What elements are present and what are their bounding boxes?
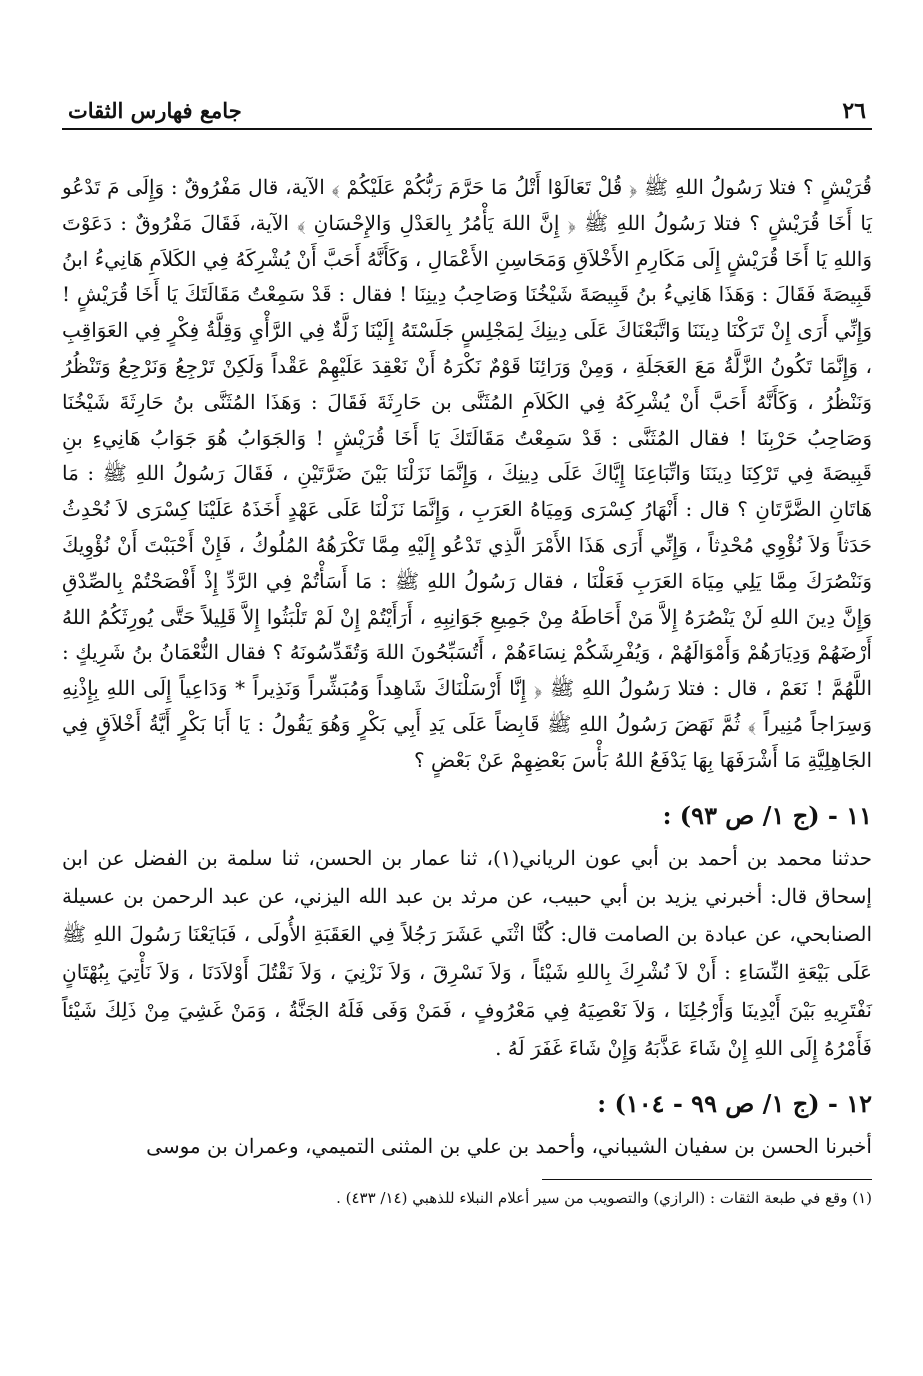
footnote: (١) وقع في طبعة الثقات : (الرازي) والتصويب من سير أعلام النبلاء للذهبي (١٤/ ٤٣٣) . — [336, 1188, 872, 1207]
footnote-separator — [542, 1179, 872, 1180]
page-body — [62, 170, 872, 1210]
section-text-11: حدثنا محمد بن أحمد بن أبي عون الرياني(١)، ثنا عمار بن الحسن، ثنا سلمة بن الفضل عن ابن إسحاق قال: أخبرني يزيد بن أبي حبيب، عن مرثد بن عبد الله اليزني، عن عبد الرحمن بن عسيلة الصنابحي، عن عبادة بن الصامت قال: كُنَّا اثْنَي عَشَرَ رَجُلاً فِي العَقَبَةِ الأُولَى ، فَبَايَعْنَا رَسُولَ اللهِ ﷺ عَلَى بَيْعَةِ النِّسَاءِ : أَنْ لاَ نُشْرِكَ بِاللهِ شَيْئاً ، وَلاَ نَسْرِقَ ، وَلاَ نَزْنِيَ ، وَلاَ نَقْتُلَ أَوْلاَدَنَا ، وَلاَ نَأْتِيَ بِبُهْتَانٍ نَفْتَرِيهِ بَيْنَ أَيْدِينَا وَأَرْجُلِنَا ، وَلاَ نَعْصِيَهُ فِي مَعْرُوفٍ ، فَمَنْ وَفَى فَلَهُ الجَنَّةُ ، وَمَنْ غَشِيَ مِنْ ذَلِكَ شَيْئاً فَأَمْرُهُ إِلَى اللهِ إِنْ شَاءَ عَذَّبَهُ وَإِنْ شَاءَ غَفَرَ لَهُ . — [62, 845, 873, 1060]
document-page — [62, 98, 872, 1210]
page-header — [62, 98, 872, 130]
page-number: ٢٦ — [842, 98, 866, 124]
section-heading-12: ١٢ - (ج ١/ ص ٩٩ - ١٠٤) : — [597, 1088, 872, 1118]
running-title: جامع فهارس الثقات — [68, 98, 242, 123]
hadith-paragraph: قُرَيْشٍ ؟ فتلا رَسُولُ اللهِ ﷺ ﴿ قُلْ تَعَالَوْا أَتْلُ مَا حَرَّمَ رَبُّكُمْ عَلَيْكُمْ ﴾ الآية، قال مَفْرُوقٌ : وَإِلَى مَ تَدْعُو يَا أَخَا قُرَيْشٍ ؟ فتلا رَسُولُ اللهِ ﷺ ﴿ إِنَّ اللهَ يَأْمُرُ بِالعَدْلِ وَالإِحْسَانِ ﴾ الآية، فَقَالَ مَفْرُوقٌ : دَعَوْتَ وَاللهِ يَا أَخَا قُرَيْشٍ إِلَى مَكَارِمِ الأَخْلاَقِ وَمَحَاسِنِ الأَعْمَالِ ، وَكَأَنَّهُ أَحَبَّ أَنْ يُشْرِكَهُ فِي الكَلاَمِ هَانِيءُ ابنُ قَبِيصَةَ فَقَالَ : وَهَذَا هَانِيءُ بنُ قَبِيصَةَ شَيْخُنَا وَصَاحِبُ دِينِنَا ! فقال : قَدْ سَمِعْتُ مَقَالَتَكَ يَا أَخَا قُرَيْشٍ ! وَإِنِّي أَرَى إِنْ تَرَكْنَا دِينَنَا وَاتَّبَعْنَاكَ عَلَى دِينِكَ لِمَجْلِسٍ جَلَسْتَهُ إِلَيْنَا زَلَّةٌ فِي الرَّأْيِ وَقِلَّةُ فِكْرٍ فِي العَوَاقِبِ ، وَإِنَّمَا تَكُونُ الزَّلَّةُ مَعَ العَجَلَةِ ، وَمِنْ وَرَائِنَا قَوْمٌ نَكْرَهُ أَنْ نَعْقِدَ عَلَيْهِمْ عَقْداً وَلَكِنْ تَرْجِعُ وَنَرْجِعُ وَتَنْظُرُ وَنَنْظُرُ ، وَكَأَنَّهُ أَحَبَّ أَنْ يُشْرِكَهُ فِي الكَلاَمِ المُثَنَّى بن حَارِثَةَ فَقَالَ : وَهَذَا المُثَنَّى بنُ حَارِثَةَ شَيْخُنَا وَصَاحِبُ حَرْبِنَا ! فقال المُثَنَّى : قَدْ سَمِعْتُ مَقَالَتَكَ يَا أَخَا قُرَيْشٍ ! وَالجَوَابُ هُوَ جَوَابُ هَانِيءِ بنِ قَبِيصَةَ فِي تَرْكِنَا دِينَنَا وَاتِّبَاعِنَا إِيَّاكَ عَلَى دِينِكَ ، وَإِنَّمَا نَزَلْنَا بَيْنَ ضَرَّتَيْنِ ، فَقَالَ رَسُولُ اللهِ ﷺ : مَا هَاتَانِ الضَّرَّتَانِ ؟ قال : أَنْهَارُ كِسْرَى وَمِيَاهُ العَرَبِ ، وَإِنَّمَا نَزَلْنَا عَلَى عَهْدٍ أَخَذَهُ عَلَيْنَا كِسْرَى لاَ نُحْدِثُ حَدَثاً وَلاَ نُؤْوِي مُحْدِثاً ، وَإِنِّي أَرَى هَذَا الأَمْرَ الَّذِي تَدْعُو إِلَيْهِ مِمَّا تَكْرَهُهُ المُلُوكُ ، فَإِنْ أَحْبَبْتَ أَنْ نُؤْوِيكَ وَنَنْصُرَكَ مِمَّا يَلِي مِيَاهَ العَرَبِ فَعَلْنَا ، فقال رَسُولُ اللهِ ﷺ : مَا أَسَأْتُمْ فِي الرَّدِّ إِذْ أَفْصَحْتُمْ بِالصِّدْقِ وَإِنَّ دِينَ اللهِ لَنْ يَنْصُرَهُ إِلاَّ مَنْ أَحَاطَهُ مِنْ جَمِيعِ جَوَانِبِهِ ، أَرَأَيْتُمْ إِنْ لَمْ تَلْبَثُوا إِلاَّ قَلِيلاً حَتَّى يُورِثَكُمُ اللهُ أَرْضَهُمْ وَدِيَارَهُمْ وَأَمْوَالَهُمْ ، وَيُفْرِشَكُمْ نِسَاءَهُمْ ، أَتُسَبِّحُونَ اللهَ وَتُقَدِّسُونَهُ ؟ فقال النُّعْمَانُ بنُ شَرِيكٍ : اللَّهُمَّ ! نَعَمْ ، قال : فتلا رَسُولُ اللهِ ﷺ ﴿ إِنَّا أَرْسَلْنَاكَ شَاهِداً وَمُبَشِّراً وَنَذِيراً * وَدَاعِياً إِلَى اللهِ بِإِذْنِهِ وَسِرَاجاً مُنِيراً ﴾ ثُمَّ نَهَضَ رَسُولُ اللهِ ﷺ قَابِضاً عَلَى يَدِ أَبِي بَكْرٍ وَهُوَ يَقُولُ : يَا أَبَا بَكْرٍ أَيَّةُ أَخْلاَقٍ فِي الجَاهِلِيَّةِ مَا أَشْرَفَهَا بِهَا يَدْفَعُ اللهُ بَأْسَ بَعْضِهِمْ عَنْ بَعْضٍ ؟ — [62, 175, 873, 772]
section-heading-11: ١١ - (ج ١/ ص ٩٣) : — [662, 800, 872, 830]
section-text-12: أخبرنا الحسن بن سفيان الشيباني، وأحمد بن علي بن المثنى التميمي، وعمران بن موسى — [146, 1133, 872, 1158]
